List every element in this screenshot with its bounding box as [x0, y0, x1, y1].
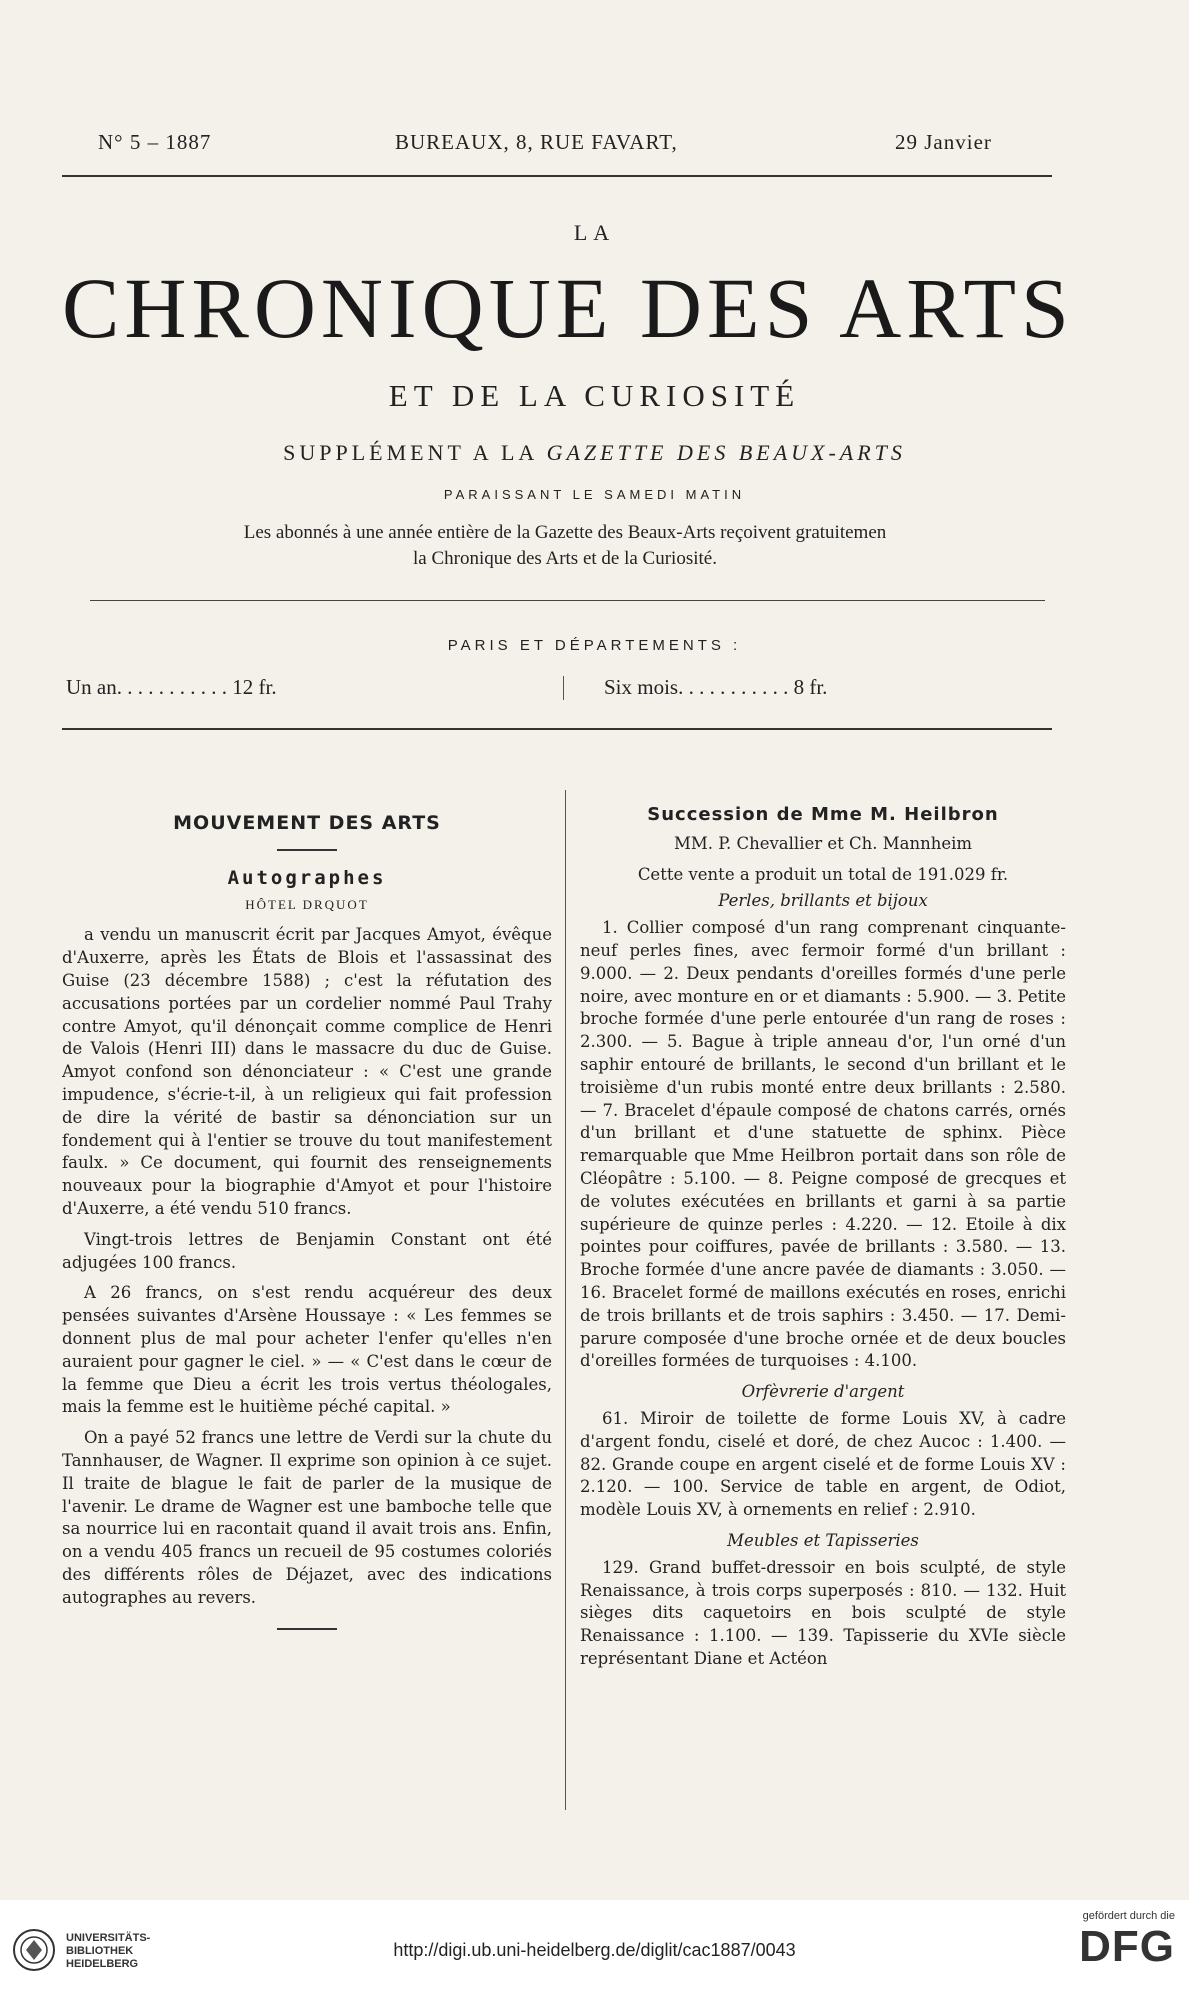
dfg-logo: DFG: [1079, 1922, 1175, 1971]
sale-title: Succession de Mme M. Heilbron: [647, 804, 999, 825]
header-rule: [62, 175, 1052, 177]
paragraph: Vingt-trois lettres de Benjamin Constant ont été adjugées 100 francs.: [62, 1229, 552, 1272]
lot-list: 61. Miroir de toilette de forme Louis XV, à cadre d'argent fondu, ciselé et doré, de chez Aucoc : 1.400. — 82. Grande coupe en argent ciselé et de forme Louis XV : 2.120. — 100. Service de table en argent, de Odiot, modèle Louis XV, à ornements en relief : 2.910.: [580, 1408, 1066, 1520]
office-address: BUREAUX, 8, RUE FAVART,: [395, 130, 678, 154]
supplement-prefix: SUPPLÉMENT A LA: [283, 440, 538, 465]
section-heading: Perles, brillants et bijoux: [718, 891, 928, 911]
sale-experts: MM. P. Chevallier et Ch. Mannheim: [673, 833, 973, 853]
subscription-region: PARIS ET DÉPARTEMENTS :: [447, 637, 742, 654]
funded-by-label: gefördert durch die: [1082, 1910, 1175, 1922]
column-divider: [565, 790, 566, 1810]
subscriber-notice: [100, 520, 1030, 572]
lot-list: 1. Collier composé d'un rang comprenant cinquante-neuf perles fines, avec fermoir formé d'un brillant : 9.000. — 2. Deux pendants d'oreilles formés d'une perle noire, avec monture en or et diamants : 5.900. — 3. Petite broche formée d'une perle entourée d'un rang de roses : 2.300. — 5. Bague à triple anneau d'or, l'un orné d'un saphir entouré de brillants, le second d'un brillant et le troisième d'un rubis monté entre deux brillants : 2.580. — 7. Bracelet d'épaule composé de chatons carrés, ornés d'un brillant et d'une statuette de sphinx. Pièce remarquable que Mme Heilbron portait dans son rôle de Cléopâtre : 5.100. — 8. Peigne composé de grecques et de volutes exécutées en brillants et garni à sa partie supérieure de quinze perles : 4.220. — 12. Etoile à dix pointes pour coiffures, pavée de brillants : 3.580. — 13. Broche formée d'une ancre pavée de diamants : 3.050. — 16. Bracelet formé de maillons exécutés en roses, enrichi de trois brillants et de trois saphirs : 3.450. — 17. Demi-parure composée d'une broche ornée et de deux boucles d'oreilles formées de turquoises : 4.100.: [580, 918, 1066, 1371]
schedule-line: PARAISSANT LE SAMEDI MATIN: [443, 487, 746, 502]
price-one-year: Un an. . . . . . . . . . . 12 fr.: [66, 675, 277, 699]
library-name-2: BIBLIOTHEK: [66, 1945, 134, 1957]
masthead-title: CHRONIQUE DES ARTS: [62, 260, 1074, 356]
left-column: [62, 812, 552, 1646]
right-column: [580, 804, 1066, 1679]
digitization-footer: [0, 1900, 1189, 2004]
masthead-subtitle: ET DE LA CURIOSITÉ: [388, 378, 801, 413]
subsection-title: Autographes: [227, 866, 387, 889]
price-six-months: Six mois. . . . . . . . . . . 8 fr.: [604, 675, 828, 699]
funder-block: [1079, 1910, 1175, 1972]
price-divider: [563, 676, 564, 700]
masthead-rule: [90, 600, 1045, 601]
masthead-article: LA: [573, 220, 616, 245]
section-heading: Orfèvrerie d'argent: [741, 1382, 905, 1402]
closing-rule: [277, 1628, 337, 1630]
auction-venue: HÔTEL DRQUOT: [245, 896, 369, 912]
paragraph: On a payé 52 francs une lettre de Verdi sur la chute du Tannhauser, de Wagner. Il exprime son opinion à ce sujet. Il traite de blague le fait de parler de la musique de l'avenir. Le drame de Wagner est une bamboche telle que sa nourrice lui en racontait quand il avait trois ans. Enfin, on a vendu 405 francs un recueil de 95 costumes coloriés des différents rôles de Déjazet, avec des indications autographes au revers.: [62, 1428, 552, 1607]
section-rule: [277, 849, 337, 851]
notice-line-2: la Chronique des Arts et de la Curiosité.: [413, 548, 717, 569]
library-name-3: HEIDELBERG: [66, 1958, 139, 1970]
source-url[interactable]: http://digi.ub.uni-heidelberg.de/diglit/cac1887/0043: [393, 1940, 796, 1960]
sale-total: Cette vente a produit un total de 191.029 fr.: [637, 864, 1009, 884]
supplement-line: [0, 440, 1189, 466]
library-name-1: UNIVERSITÄTS-: [66, 1932, 151, 1944]
lot-list: 129. Grand buffet-dressoir en bois sculpté, de style Renaissance, à trois corps superposés : 810. — 132. Huit sièges dits caquetoirs en bois sculpté de style Renaissance : 1.100. — 139. Tapisserie du XVIe siècle représentant Diane et Actéon: [580, 1557, 1066, 1668]
supplement-title: GAZETTE DES BEAUX-ARTS: [546, 440, 906, 465]
section-title: MOUVEMENT DES ARTS: [173, 812, 441, 834]
subscription-rule: [62, 728, 1052, 730]
paragraph: A 26 francs, on s'est rendu acquéreur des deux pensées suivantes d'Arsène Houssaye : « Les femmes se donnent plus de mal pour acheter l'enfer qu'elles n'en auraient pour gagner le ciel. » — « C'est dans le cœur de la femme que Dieu a écrit les trois vertus théologales, mais la femme est le huitième péché capital. »: [62, 1283, 552, 1417]
notice-line-1: Les abonnés à une année entière de la Gazette des Beaux-Arts reçoivent gratuitemen: [243, 522, 887, 543]
paragraph: a vendu un manuscrit écrit par Jacques Amyot, évêque d'Auxerre, après les États de Blois et l'assassinat des Guise (23 décembre 1588) ; c'est la réfutation des accusations portées par un cordelier nommé Paul Trahy contre Amyot, qu'il dénonçait comme complice de Henri de Valois (Henri III) dans le massacre du duc de Guise. Amyot confond son dénonciateur : « C'est une grande impudence, s'écrie-t-il, à un religieux qui fait profession de dire la vérité de bastir sa dénonciation sur un fondement qui à l'entier se trouve du tout manifestement faulx. » Ce document, qui fournit des renseignements nouveaux pour la biographie d'Amyot et pour l'histoire d'Auxerre, a été vendu 510 francs.: [62, 925, 552, 1218]
issue-number: N° 5 – 1887: [98, 130, 212, 154]
issue-date: 29 Janvier: [895, 130, 992, 154]
section-heading: Meubles et Tapisseries: [727, 1530, 919, 1550]
